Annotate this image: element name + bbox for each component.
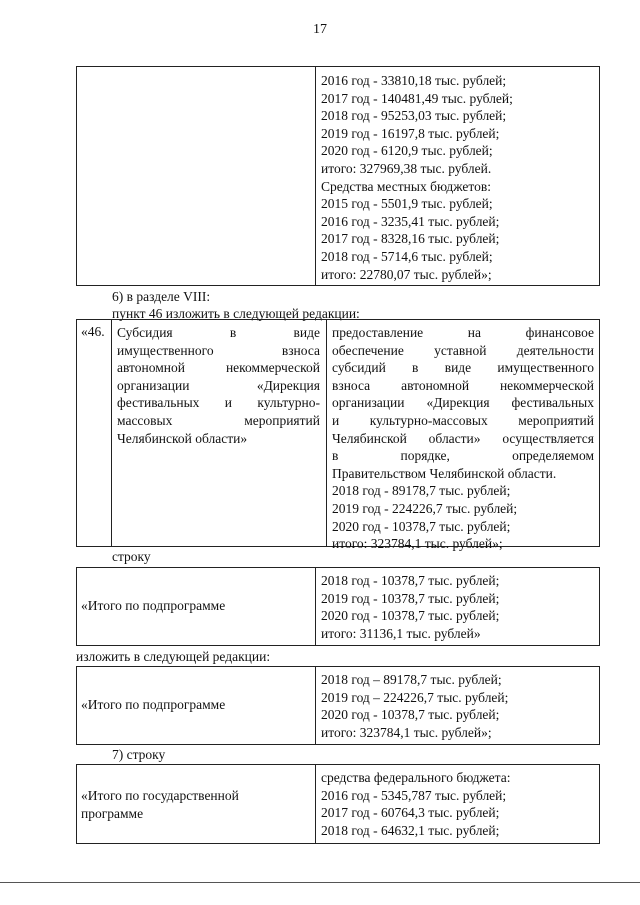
point-46-table xyxy=(76,319,600,552)
total-line: 2018 год - 10378,7 тыс. рублей; xyxy=(321,573,500,588)
item-description xyxy=(117,324,320,447)
funding-line: 2017 год - 140481,49 тыс. рублей; xyxy=(321,90,513,106)
subprogram-total-old xyxy=(76,567,600,646)
conditions-line: и культурно-массовых мероприятий xyxy=(332,412,594,428)
total-line: 2017 год - 60764,3 тыс. рублей; xyxy=(321,805,500,821)
conditions-line: предоставление на финансовое xyxy=(332,325,594,340)
paragraph-izlozhit: изложить в следующей редакции: xyxy=(76,649,271,664)
row-label: «Итого по подпрограмме xyxy=(81,697,226,712)
total-line: 2019 год - 10378,7 тыс. рублей; xyxy=(321,590,500,606)
funding-line: 2016 год - 3235,41 тыс. рублей; xyxy=(321,213,500,229)
total-line: 2019 год – 224226,7 тыс. рублей; xyxy=(321,689,509,705)
conditions-line: организации «Дирекция фестивальных xyxy=(332,395,594,411)
funding-line: 2020 год - 6120,9 тыс. рублей; xyxy=(321,143,493,159)
description-line: автономной некоммерческой xyxy=(117,360,320,376)
conditions-line: 2020 год - 10378,7 тыс. рублей; xyxy=(332,518,511,534)
conditions-line: итого: 323784,1 тыс. рублей»; xyxy=(332,536,503,552)
total-lines xyxy=(321,572,499,642)
column-divider xyxy=(315,765,316,843)
row-label-line: «Итого по государственной xyxy=(81,788,239,803)
row-label xyxy=(81,787,239,822)
total-line: 2016 год - 5345,787 тыс. рублей; xyxy=(321,787,507,803)
conditions-line: в порядке, определяемом xyxy=(332,448,594,464)
total-line: средства федерального бюджета: xyxy=(321,770,511,785)
funding-line: 2018 год - 95253,03 тыс. рублей; xyxy=(321,108,507,124)
description-line: Субсидия в виде xyxy=(117,325,320,340)
description-line: Челябинской области» xyxy=(117,430,248,446)
total-line: 2020 год - 10378,7 тыс. рублей; xyxy=(321,608,500,624)
total-line: 2018 год – 89178,7 тыс. рублей; xyxy=(321,672,502,687)
conditions-line: субсидий в виде имущественного xyxy=(332,360,594,376)
state-program-total xyxy=(76,764,600,844)
total-line: итого: 323784,1 тыс. рублей»; xyxy=(321,724,492,740)
subprogram-total-new xyxy=(76,666,600,745)
funding-line: итого: 327969,38 тыс. рублей. xyxy=(321,160,492,176)
funding-line: итого: 22780,07 тыс. рублей»; xyxy=(321,266,492,282)
conditions-line: 2018 год - 89178,7 тыс. рублей; xyxy=(332,483,511,499)
footer-divider xyxy=(0,882,640,883)
column-divider xyxy=(111,320,112,546)
paragraph-stroku: строку xyxy=(112,549,151,564)
conditions-line: Правительством Челябинской области. xyxy=(332,465,557,481)
total-line: итого: 31136,1 тыс. рублей» xyxy=(321,625,481,641)
funding-lines xyxy=(321,72,513,283)
column-divider xyxy=(315,667,316,744)
funding-line: Средства местных бюджетов: xyxy=(321,178,491,194)
column-divider xyxy=(315,67,316,285)
row-label: «Итого по подпрограмме xyxy=(81,598,226,613)
funding-line: 2015 год - 5501,9 тыс. рублей; xyxy=(321,196,493,212)
table-continuation xyxy=(76,66,600,286)
conditions-line: Челябинской области» осуществляется xyxy=(332,430,594,446)
total-line: 2018 год - 64632,1 тыс. рублей; xyxy=(321,822,500,838)
paragraph-7: 7) строку xyxy=(112,747,166,762)
item-conditions xyxy=(332,324,594,553)
funding-line: 2019 год - 16197,8 тыс. рублей; xyxy=(321,125,500,141)
funding-line: 2016 год - 33810,18 тыс. рублей; xyxy=(321,73,507,88)
description-line: массовых мероприятий xyxy=(117,412,320,428)
funding-line: 2018 год - 5714,6 тыс. рублей; xyxy=(321,248,493,264)
conditions-line: взноса автономной некоммерческой xyxy=(332,377,594,393)
total-line: 2020 год - 10378,7 тыс. рублей; xyxy=(321,707,500,723)
column-divider xyxy=(326,320,327,546)
paragraph-section-viii: 6) в разделе VIII: xyxy=(112,289,211,304)
column-divider xyxy=(315,568,316,645)
description-line: организации «Дирекция xyxy=(117,377,320,393)
conditions-line: обеспечение уставной деятельности xyxy=(332,342,594,358)
row-label-line: программе xyxy=(81,805,144,821)
paragraph-point-46: пункт 46 изложить в следующей редакции: xyxy=(112,306,360,321)
page-number: 17 xyxy=(313,22,327,37)
total-lines xyxy=(321,671,508,741)
conditions-line: 2019 год - 224226,7 тыс. рублей; xyxy=(332,500,518,516)
description-line: имущественного взноса xyxy=(117,342,320,358)
description-line: фестивальных и культурно- xyxy=(117,395,320,411)
funding-line: 2017 год - 8328,16 тыс. рублей; xyxy=(321,231,500,247)
item-number: «46. xyxy=(81,324,105,339)
total-lines xyxy=(321,769,510,839)
